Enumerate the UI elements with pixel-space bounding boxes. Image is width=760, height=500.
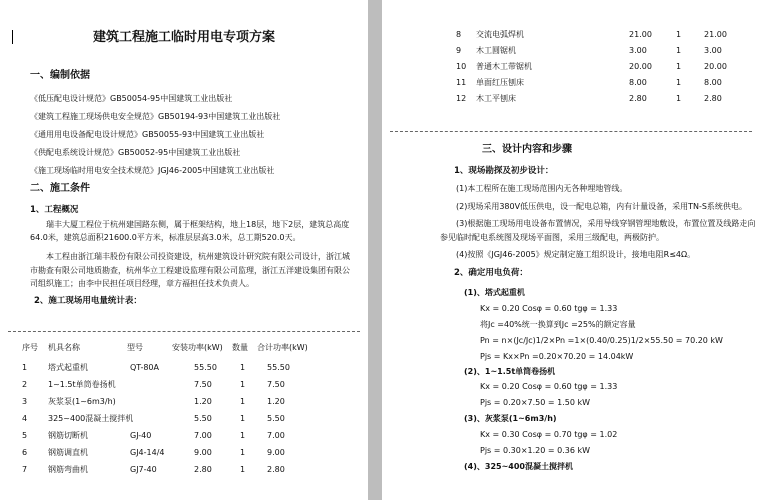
table-cell: 7.00: [194, 431, 212, 440]
table-cell: 钢筋切断机: [48, 431, 88, 440]
table-cell: QT-80A: [130, 363, 159, 372]
table-cell: 交流电弧焊机: [476, 30, 524, 39]
paragraph-survey-2: (2)现场采用380V低压供电，设一配电总箱，内有计量设备，采用TN-S系统供电。: [456, 202, 747, 211]
calc-line: Kx = 0.20 Cosφ = 0.60 tgφ = 1.33: [480, 382, 618, 391]
table-cell: 21.00: [629, 30, 652, 39]
table-header: 型号: [127, 343, 143, 352]
table-cell: 3.00: [629, 46, 647, 55]
subheading-load-calc: 2、确定用电负荷：: [454, 268, 528, 278]
table-cell: 1: [240, 397, 246, 406]
section-divider: [8, 331, 360, 332]
calc-title-winch: (2)、1~1.5t单筒卷扬机: [464, 367, 556, 376]
table-cell: 木工平刨床: [476, 94, 516, 103]
table-cell: 5.50: [267, 414, 285, 423]
calc-line: Pjs = Kx×Pn =0.20×70.20 = 14.04kW: [480, 352, 634, 361]
table-header: 数量: [232, 343, 248, 352]
table-cell: 9.00: [267, 448, 285, 457]
table-cell: 1: [676, 62, 682, 71]
table-cell: 塔式起重机: [48, 363, 88, 372]
section-heading-design: 三、设计内容和步骤: [482, 144, 572, 155]
document-title: 建筑工程施工临时用电专项方案: [92, 30, 275, 45]
table-cell: 单面红压刨床: [476, 78, 524, 87]
table-cell: 1: [240, 363, 246, 372]
table-cell: 普通木工带锯机: [476, 62, 532, 71]
table-cell: 1: [240, 431, 246, 440]
table-cell: 1: [676, 46, 682, 55]
table-cell: 7.50: [267, 380, 285, 389]
document-page-left: [0, 0, 368, 500]
table-cell: 1: [240, 380, 246, 389]
table-cell: 钢筋调直机: [48, 448, 88, 457]
calc-title-mortar-pump: (3)、灰浆泵(1~6m3/h): [464, 414, 557, 423]
table-cell: 4: [22, 414, 28, 423]
table-cell: 55.50: [194, 363, 217, 372]
table-cell: 11: [456, 78, 467, 87]
table-cell: 1: [240, 465, 246, 474]
table-cell: 1: [676, 30, 682, 39]
table-cell: 5.50: [194, 414, 212, 423]
table-cell: GJ-40: [130, 431, 152, 440]
table-cell: 1.20: [194, 397, 212, 406]
table-cell: 3.00: [704, 46, 722, 55]
table-cell: 2.80: [194, 465, 212, 474]
paragraph-survey-1: (1)本工程所在施工现场范围内无各种埋地管线。: [456, 184, 628, 193]
table-header: 安装功率(kW): [172, 343, 223, 352]
table-cell: 20.00: [629, 62, 652, 71]
table-header: 合计功率(kW): [257, 343, 308, 352]
table-cell: 2.80: [704, 94, 722, 103]
table-cell: 灰浆泵(1~6m3/h): [48, 397, 116, 406]
reference-item: 《通用用电设备配电设计规范》GB50055-93中国建筑工业出版社: [30, 130, 265, 139]
subheading-overview: 1、工程概况: [30, 205, 79, 215]
reference-item: 《低压配电设计规范》GB50054-95中国建筑工业出版社: [30, 94, 233, 103]
table-cell: 8.00: [629, 78, 647, 87]
table-cell: 1: [676, 78, 682, 87]
table-cell: 55.50: [267, 363, 290, 372]
paragraph-survey-3: (3)根据施工现场用电设备布置情况，采用导线穿钢管埋地敷设，布置位置及线路走向参见临时配电系统图及现场平面图，采用三级配电，两极防护。: [440, 219, 756, 242]
table-cell: 1~1.5t单筒卷扬机: [48, 380, 116, 389]
table-cell: 21.00: [704, 30, 727, 39]
table-header: 序号: [22, 343, 38, 352]
table-cell: 10: [456, 62, 467, 71]
subheading-survey: 1、现场勘探及初步设计：: [454, 166, 554, 176]
table-cell: 9: [456, 46, 462, 55]
calc-line: Kx = 0.20 Cosφ = 0.60 tgφ = 1.33: [480, 304, 618, 313]
table-cell: 5: [22, 431, 28, 440]
table-cell: 7.50: [194, 380, 212, 389]
section-heading-conditions: 二、施工条件: [30, 183, 90, 194]
calc-title-mixer: (4)、325~400混凝土搅拌机: [464, 462, 573, 471]
calc-line: 将Jc =40%统一换算到Jc =25%的额定容量: [480, 320, 636, 329]
table-cell: 8.00: [704, 78, 722, 87]
table-cell: 2.80: [267, 465, 285, 474]
section-divider: [390, 131, 752, 132]
table-cell: 2.80: [629, 94, 647, 103]
reference-item: 《施工现场临时用电安全技术规范》JGJ46-2005中国建筑工业出版社: [30, 166, 275, 175]
calc-line: Kx = 0.30 Cosφ = 0.70 tgφ = 1.02: [480, 430, 618, 439]
page-gutter: [368, 0, 382, 500]
table-cell: 木工圆锯机: [476, 46, 516, 55]
table-cell: 9.00: [194, 448, 212, 457]
table-cell: 1: [22, 363, 28, 372]
table-cell: 3: [22, 397, 28, 406]
subheading-load-table: 2、施工现场用电量统计表：: [34, 296, 142, 306]
table-cell: 325~400混凝土搅拌机: [48, 414, 134, 423]
table-cell: 1: [676, 94, 682, 103]
reference-item: 《建筑工程施工现场供电安全规范》GB50194-93中国建筑工业出版社: [30, 112, 281, 121]
calc-line: Pjs = 0.30×1.20 = 0.36 kW: [480, 446, 591, 455]
table-cell: 6: [22, 448, 28, 457]
reference-item: 《供配电系统设计规范》GB50052-95中国建筑工业出版社: [30, 148, 241, 157]
calc-line: Pjs = 0.20×7.50 = 1.50 kW: [480, 398, 591, 407]
paragraph-parties: 本工程由浙江瑞丰股份有限公司投资建设，杭州建筑设计研究院有限公司设计，浙江城市勘查有限公司地质勘查，杭州华立工程建设监理有限公司监理，浙江五洋建设集团有限公司组织施工；由李中民担任项目经理，章方福担任技术负责人。: [30, 252, 350, 289]
table-cell: 钢筋弯曲机: [48, 465, 88, 474]
paragraph-overview: 瑞丰大厦工程位于杭州建国路东侧，属于框架结构，地上18层，地下2层，建筑总高度64.0米，建筑总面积21600.0平方米，标准层层高3.0米，总工期520.0天。: [30, 220, 350, 242]
document-page-right: [382, 0, 760, 500]
table-cell: GJ7-40: [130, 465, 157, 474]
calc-title-tower-crane: (1)、塔式起重机: [464, 288, 525, 297]
table-cell: GJ4-14/4: [130, 448, 165, 457]
calc-line: Pn = n×(Jc/Jc)1/2×Pn =1×(0.40/0.25)1/2×55.50 = 70.20 kW: [480, 336, 723, 345]
table-cell: 2: [22, 380, 28, 389]
table-cell: 7: [22, 465, 28, 474]
table-cell: 1.20: [267, 397, 285, 406]
table-cell: 12: [456, 94, 467, 103]
table-cell: 20.00: [704, 62, 727, 71]
section-heading-basis: 一、编制依据: [30, 70, 90, 81]
table-header: 机具名称: [48, 343, 80, 352]
table-cell: 8: [456, 30, 462, 39]
table-cell: 1: [240, 448, 246, 457]
paragraph-survey-4: (4)按照《JGJ46-2005》规定制定施工组织设计，接地电阻R≤4Ω。: [456, 250, 696, 259]
table-cell: 1: [240, 414, 246, 423]
table-cell: 7.00: [267, 431, 285, 440]
